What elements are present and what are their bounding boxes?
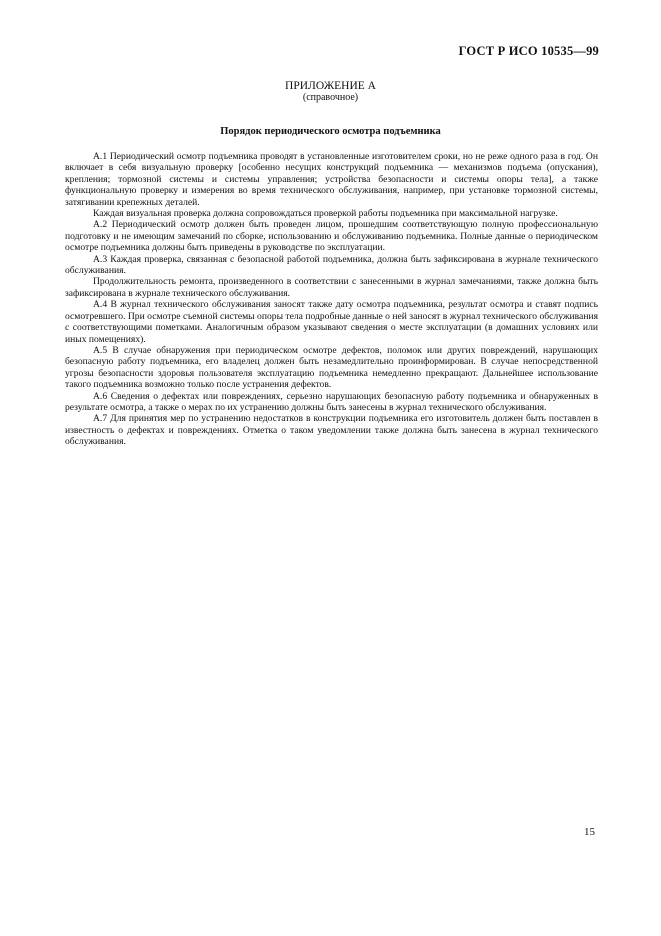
paragraph-a5: А.5 В случае обнаружения при периодическом осмотре дефектов, поломок или других повреждений, нарушающих безопасную работу подъемника, его владелец должен быть незамедлительно проинформирован. В случае непосредственной угрозы безопасности здоровья пользователя эксплуатацию подъемника немедленно прекращают. Дальнейшее использование такого подъемника возможно только после устранения дефектов. bbox=[65, 344, 598, 391]
standard-code-header: ГОСТ Р ИСО 10535—99 bbox=[458, 44, 599, 58]
page-number: 15 bbox=[584, 826, 595, 838]
paragraph-a6: А.6 Сведения о дефектах или повреждениях, серьезно нарушающих безопасную работу подъемника и обнаруженных в результате осмотра, а также о мерах по их устранению должны быть занесены в журнал технического обслуживания. bbox=[65, 390, 598, 413]
paragraph-a4: А.4 В журнал технического обслуживания заносят также дату осмотра подъемника, результат осмотра и ставят подпись осмотревшего. При осмотре съемной системы опоры тела подробные данные о ней заносят в журнал технического обслуживания с соответствующими пометками. Аналогичным образом указывают сведения о месте эксплуатации (в домашних условиях или иных помещениях). bbox=[65, 299, 598, 345]
body-text bbox=[65, 151, 598, 448]
appendix-title: ПРИЛОЖЕНИЕ А bbox=[285, 80, 376, 92]
paragraph-a1-note: Каждая визуальная проверка должна сопровождаться проверкой работы подъемника при максимальной нагрузке. bbox=[93, 208, 558, 220]
paragraph-a1: А.1 Периодический осмотр подъемника проводят в установленные изготовителем сроки, но не реже одного раза в год. Он включает в себя визуальную проверку [особенно несущих конструкций подъемника — механизмов подъема (опускания), крепления; тормозной системы и системы управления; устройства безопасности и системы опоры тела], а также функциональную проверку и измерения во время технического обслуживания, например, при установке тормозной системы, затягивании крепежных деталей. bbox=[65, 151, 598, 208]
paragraph-a2: А.2 Периодический осмотр должен быть проведен лицом, прошедшим соответствующую полную профессиональную подготовку и не имеющим замечаний по сборке, использованию и обслуживанию подъемника. Полные данные о периодическом осмотре подъемника должны быть приведены в руководстве по эксплуатации. bbox=[65, 219, 598, 254]
appendix-subtitle: (справочное) bbox=[302, 92, 359, 103]
paragraph-a3: А.3 Каждая проверка, связанная с безопасной работой подъемника, должна быть зафиксирована в журнале технического обслуживания. bbox=[65, 253, 598, 277]
paragraph-a3-note: Продолжительность ремонта, произведенного в соответствии с занесенными в журнал замечаниями, также должна быть зафиксирована в журнале технического обслуживания. bbox=[65, 276, 598, 299]
paragraph-a7: А.7 Для принятия мер по устранению недостатков в конструкции подъемника его изготовитель должен быть поставлен в известность о дефектах и повреждениях. Отметка о таком уведомлении также должна быть занесена в журнал технического обслуживания. bbox=[65, 413, 598, 448]
section-title: Порядок периодического осмотра подъемника bbox=[220, 126, 441, 137]
